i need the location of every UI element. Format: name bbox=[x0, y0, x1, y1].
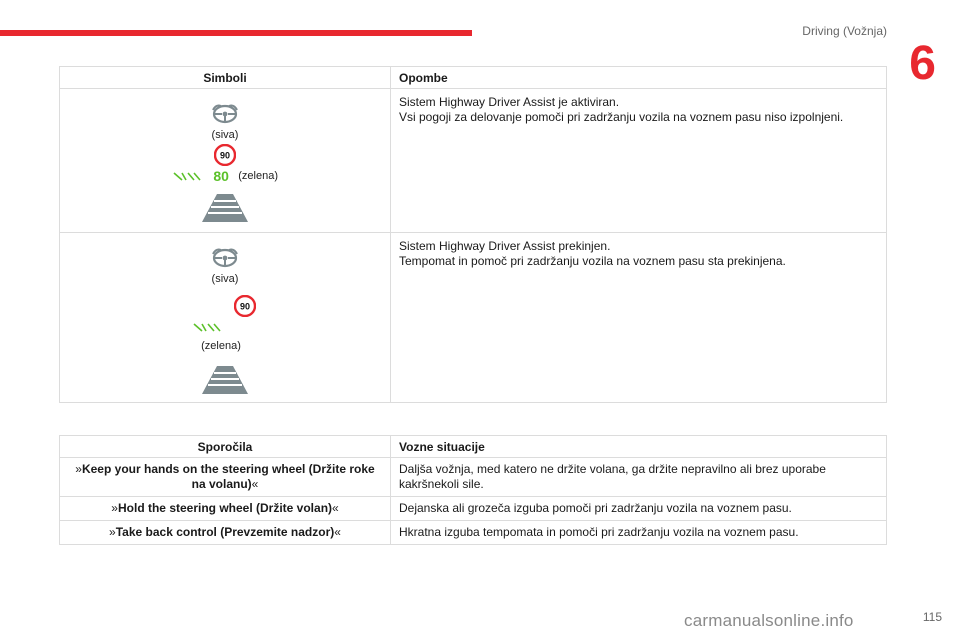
situation-cell: Daljša vožnja, med katero ne držite volana, ga držite nepravilno ali brez uporabe kakršnekoli sile. bbox=[391, 458, 887, 497]
notes-cell bbox=[391, 89, 887, 233]
table-row bbox=[60, 497, 887, 521]
message-text: Keep your hands on the steering wheel (Držite roke na volanu) bbox=[81, 462, 375, 491]
symbols-cell bbox=[60, 89, 391, 233]
column-header-symbols: Simboli bbox=[60, 67, 391, 89]
lane-road-icon bbox=[200, 192, 250, 224]
table-row bbox=[60, 89, 887, 233]
note-line: Tempomat in pomoč pri zadržanju vozila na voznem pasu sta prekinjena. bbox=[399, 254, 786, 268]
column-header-situations: Vozne situacije bbox=[391, 436, 887, 458]
table-row bbox=[60, 521, 887, 545]
situation-cell: Hkratna izguba tempomata in pomoči pri zadržanju vozila na voznem pasu. bbox=[391, 521, 887, 545]
steering-hands-icon bbox=[209, 101, 241, 125]
note-line: Sistem Highway Driver Assist prekinjen. bbox=[399, 239, 611, 253]
page-number: 115 bbox=[922, 610, 942, 624]
quote-open: » bbox=[75, 462, 82, 476]
steering-hands-icon bbox=[209, 245, 241, 269]
quote-open: » bbox=[109, 525, 116, 539]
table-row bbox=[60, 458, 887, 497]
message-text: Take back control (Prevzemite nadzor) bbox=[115, 525, 335, 539]
quote-close: « bbox=[332, 501, 339, 515]
message-cell bbox=[60, 497, 391, 521]
message-cell bbox=[60, 521, 391, 545]
table-header-row bbox=[60, 67, 887, 89]
label-gray: (siva) bbox=[211, 273, 239, 285]
quote-close: « bbox=[334, 525, 341, 539]
label-gray: (siva) bbox=[211, 129, 239, 141]
quote-close: « bbox=[251, 477, 259, 491]
message-text: Hold the steering wheel (Držite volan) bbox=[117, 501, 333, 515]
table-row bbox=[60, 233, 887, 403]
situation-cell: Dejanska ali grozeča izguba pomoči pri zadržanju vozila na voznem pasu. bbox=[391, 497, 887, 521]
chapter-accent-bar bbox=[0, 30, 472, 36]
symbols-cell bbox=[60, 233, 391, 403]
quote-open: » bbox=[111, 501, 118, 515]
lane-road-icon bbox=[200, 364, 250, 396]
cruise-speed-green: 80 bbox=[213, 168, 229, 184]
notes-cell bbox=[391, 233, 887, 403]
table-header-row bbox=[60, 436, 887, 458]
label-green: (zelena) bbox=[201, 339, 241, 352]
speed-limit-sign-icon bbox=[234, 295, 256, 317]
lane-assist-green-icon bbox=[172, 169, 202, 183]
watermark-text: carmanualsonline.info bbox=[684, 611, 854, 630]
speed-limit-value: 90 bbox=[239, 301, 251, 312]
speed-limit-value: 90 bbox=[219, 150, 231, 161]
symbols-table bbox=[59, 66, 887, 403]
note-line: Vsi pogoji za delovanje pomoči pri zadržanju vozila na voznem pasu niso izpolnjeni. bbox=[399, 110, 844, 124]
message-cell bbox=[60, 458, 391, 497]
messages-table bbox=[59, 435, 887, 545]
chapter-number: 6 bbox=[909, 37, 936, 90]
column-header-messages: Sporočila bbox=[60, 436, 391, 458]
page-header-title: Driving (Vožnja) bbox=[802, 24, 887, 38]
lane-assist-green-icon bbox=[192, 320, 222, 334]
speed-limit-sign-icon bbox=[214, 144, 236, 166]
label-green: (zelena) bbox=[238, 170, 278, 182]
column-header-notes: Opombe bbox=[391, 67, 887, 89]
note-line: Sistem Highway Driver Assist je aktiviran. bbox=[399, 95, 620, 109]
